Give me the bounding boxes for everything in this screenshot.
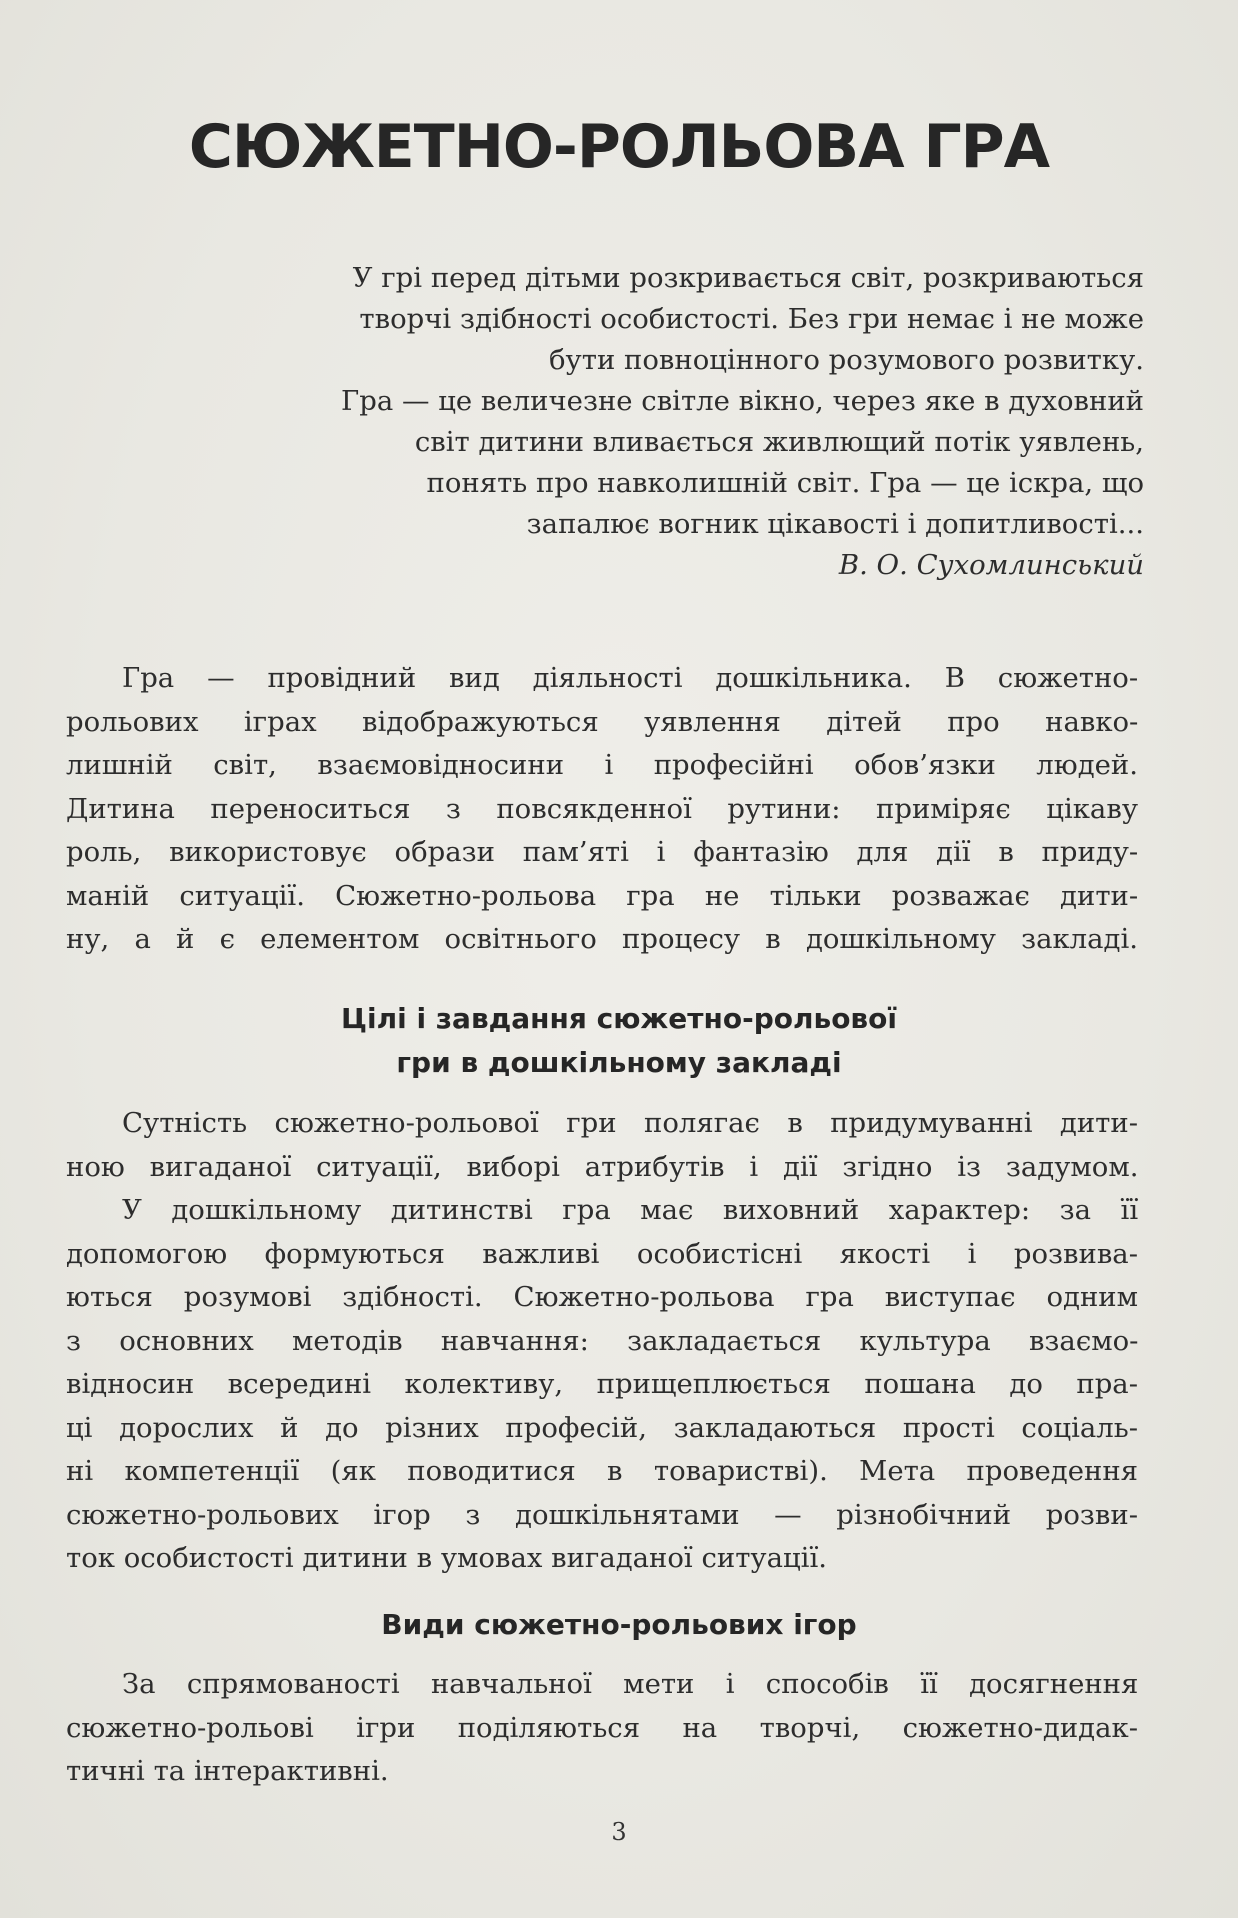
text-line: допомогою формуються важливі особистісні якості і розвива- [66, 1237, 1138, 1270]
text-line: ні компетенції (як поводитися в товаристві). Мета проведення [66, 1455, 1138, 1487]
text-line: ються розумові здібності. Сюжетно-рольова гра виступає одним [66, 1281, 1138, 1313]
text-line: ною вигаданої ситуації, виборі атрибутів і дії згідно із задумом. [66, 1150, 1139, 1183]
text-line: У дошкільному дитинстві гра має виховний характер: за її [122, 1194, 1139, 1226]
text-line: ток особистості дитини в умовах вигаданої ситуації. [66, 1542, 828, 1574]
page-number: 3 [611, 1818, 627, 1846]
text-line: тичні та інтерактивні. [66, 1755, 389, 1787]
epigraph-line: світ дитини вливається живлющий потік уявлень, [414, 426, 1144, 458]
text-line: лишній світ, взаємовідносини і професійні обов’язки людей. [66, 749, 1138, 781]
epigraph-line: запалює вогник цікавості і допитливості... [526, 508, 1144, 540]
text-line: Гра — провідний вид діяльності дошкільника. В сюжетно- [122, 662, 1139, 694]
text-line: сюжетно-рольових ігор з дошкільнятами — різнобічний розви- [66, 1498, 1138, 1531]
heading-line: Види сюжетно-рольових ігор [381, 1608, 857, 1641]
text-line: ну, а й є елементом освітнього процесу в дошкільному закладі. [66, 923, 1138, 955]
intro-paragraph [66, 657, 1138, 962]
heading-line: Цілі і завдання сюжетно-рольової [341, 1002, 897, 1035]
goals-paragraph-2 [66, 1189, 1138, 1581]
epigraph-author: В. О. Сухомлинський [838, 549, 1144, 581]
epigraph-line: У грі перед дітьми розкривається світ, розкриваються [352, 262, 1144, 294]
text-line: роль, використовує образи пам’яті і фантазію для дії в приду- [66, 836, 1139, 868]
text-line: маній ситуації. Сюжетно-рольова гра не тільки розважає дити- [66, 879, 1139, 912]
epigraph [184, 258, 1144, 586]
epigraph-line: бути повноцінного розумового розвитку. [549, 344, 1144, 376]
text-line: Дитина переноситься з повсякденної рутини: приміряє цікаву [66, 792, 1138, 825]
text-line: За спрямованості навчальної мети і способів її досягнення [122, 1668, 1139, 1700]
text-line: з основних методів навчання: закладається культура взаємо- [66, 1324, 1139, 1357]
types-paragraph [66, 1663, 1138, 1794]
epigraph-line: Гра — це величезне світле вікно, через яке в духовний [341, 385, 1144, 417]
text-line: рольових іграх відображуються уявлення дітей про навко- [66, 705, 1139, 738]
page-title: СЮЖЕТНО-РОЛЬОВА ГРА [188, 112, 1050, 182]
epigraph-line: творчі здібності особистості. Без гри немає і не може [359, 303, 1144, 335]
text-line: сюжетно-рольові ігри поділяються на творчі, сюжетно-дидак- [66, 1711, 1138, 1744]
goals-paragraph-1 [66, 1102, 1138, 1189]
text-line: відносин всередині колективу, прищеплюється пошана до пра- [66, 1368, 1138, 1400]
section-heading-goals [0, 997, 1238, 1085]
heading-line: гри в дошкільному закладі [396, 1046, 842, 1079]
epigraph-line: понять про навколишній світ. Гра — це іскра, що [426, 467, 1144, 499]
section-heading-types [0, 1603, 1238, 1647]
text-line: ці дорослих й до різних професій, закладаються прості соціаль- [66, 1411, 1138, 1444]
text-line: Сутність сюжетно-рольової гри полягає в придумуванні дити- [122, 1107, 1138, 1139]
